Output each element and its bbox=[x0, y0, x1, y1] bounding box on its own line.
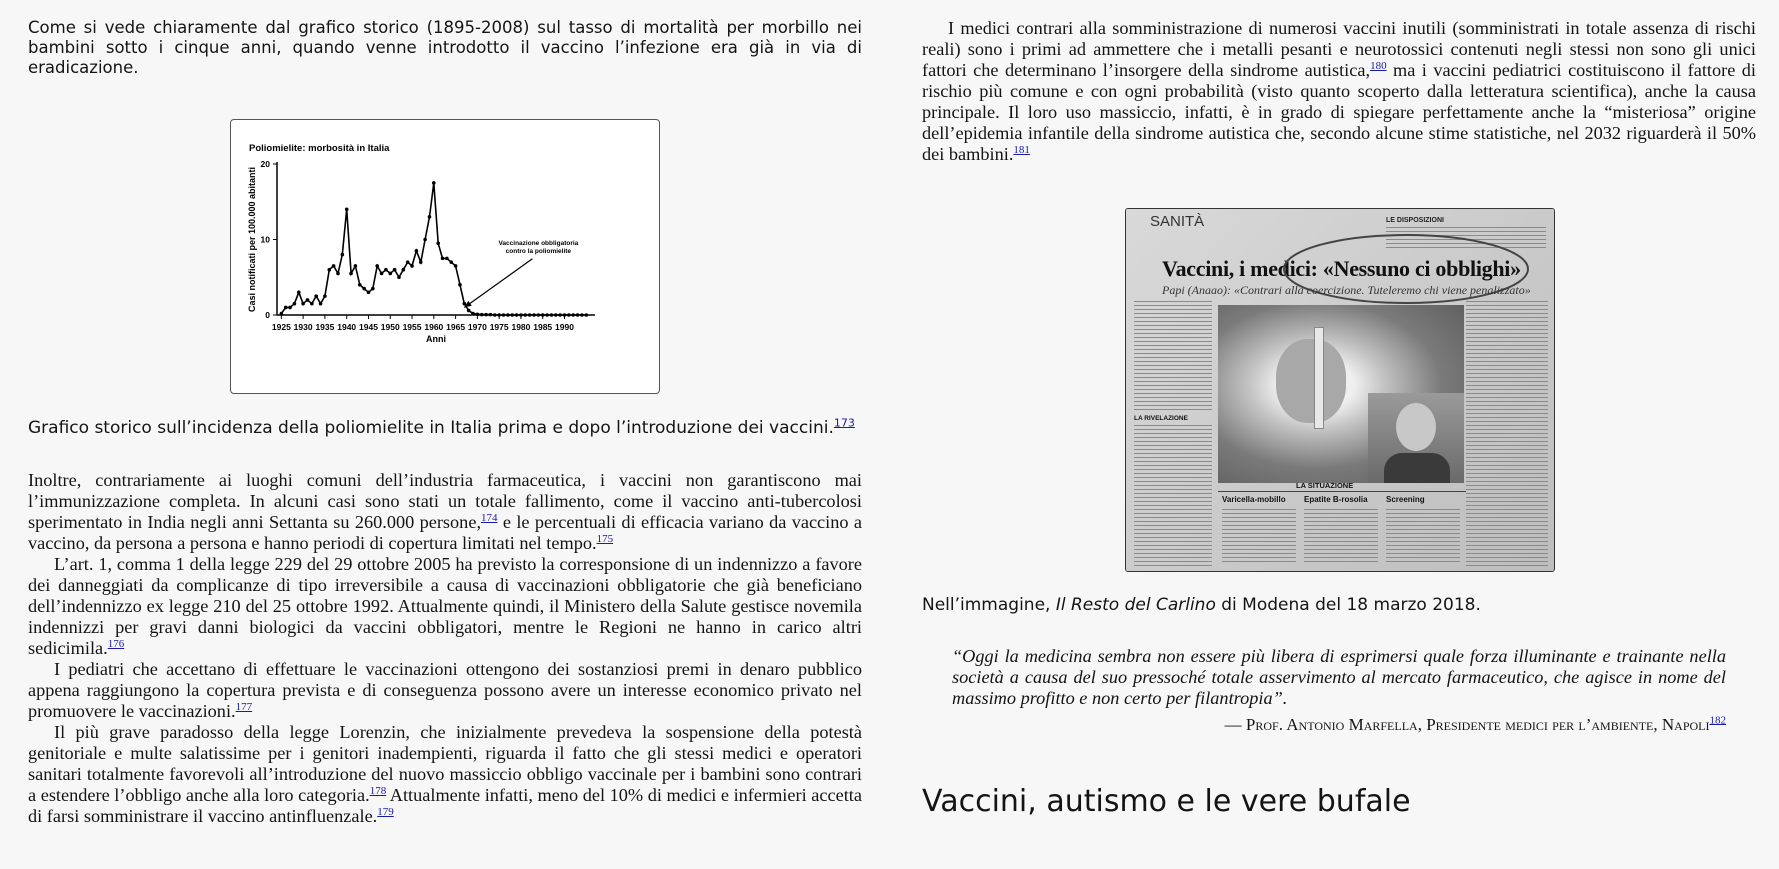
quote-attribution bbox=[952, 714, 1726, 735]
chart-data-point bbox=[480, 313, 484, 317]
chart-data-point bbox=[419, 260, 423, 264]
paragraph-text: Il più grave paradosso della legge Lorenzin, che inizialmente prevedeva la sospensione della potestà genitoriale e multe salatissime per i genitori inadempienti, riguarda il fatto che gli stessi medici e operatori sanitari totalmente favorevoli all’introduzione del nuovo massiccio obbligo vaccinale per i bambini sono contrari a estendere l’obbligo anche alla loro categoria. bbox=[28, 722, 862, 805]
chart-data-point bbox=[384, 268, 388, 272]
chart-x-axis-label: Anni bbox=[426, 334, 446, 344]
chart-data-point bbox=[584, 313, 588, 317]
chart-data-point bbox=[528, 313, 532, 317]
chart-data-point bbox=[297, 291, 301, 295]
chart-annotation-line-2: contro la poliomielite bbox=[505, 247, 572, 255]
chart-data-point bbox=[402, 268, 406, 272]
chart-data-point bbox=[336, 272, 340, 276]
chart-data-point bbox=[541, 313, 545, 317]
chart-x-tick-label: 1950 bbox=[380, 322, 400, 332]
chart-x-tick-label: 1945 bbox=[359, 322, 378, 332]
chart-data-point bbox=[375, 264, 379, 268]
chart-x-tick-label: 1980 bbox=[511, 322, 531, 332]
chart-y-tick-label: 10 bbox=[260, 234, 270, 245]
chart-x-tick-label: 1955 bbox=[402, 322, 422, 332]
newspaper-section: SANITÀ bbox=[1150, 213, 1205, 230]
paragraph-pediatri bbox=[28, 659, 862, 722]
chart-data-point bbox=[519, 313, 523, 317]
chart-data-point bbox=[362, 287, 366, 291]
quote-author-text: — Prof. Antonio Marfella, Presidente medici per l’ambiente, Napoli bbox=[1224, 715, 1710, 734]
caption-prefix: Nell’immagine, bbox=[922, 595, 1056, 615]
chart-data-point bbox=[432, 181, 436, 185]
chart-data-point bbox=[345, 208, 349, 212]
chart-data-point bbox=[388, 272, 392, 276]
chart-data-point bbox=[367, 291, 371, 295]
chart-data-point bbox=[550, 313, 554, 317]
chart-data-point bbox=[489, 313, 493, 317]
chart-data-point bbox=[410, 264, 414, 268]
chart-data-point bbox=[545, 313, 549, 317]
chart-data-point bbox=[323, 294, 327, 298]
newspaper-col-3: Screening bbox=[1386, 495, 1425, 504]
chart-data-point bbox=[319, 302, 323, 306]
chart-data-point bbox=[441, 257, 445, 261]
chart-data-point bbox=[332, 264, 336, 268]
paragraph-indennizzi bbox=[28, 554, 862, 659]
chart-data-point bbox=[406, 260, 410, 264]
chart-data-point bbox=[467, 309, 471, 313]
chart-y-ticks bbox=[261, 159, 277, 320]
footnote-link-179[interactable]: 179 bbox=[377, 805, 394, 818]
chart-data-point bbox=[506, 313, 510, 317]
polio-chart-caption bbox=[28, 418, 862, 438]
chart-data-point bbox=[510, 313, 514, 317]
footnote-link-180[interactable]: 180 bbox=[1370, 59, 1387, 72]
chart-x-ticks bbox=[272, 315, 574, 332]
chart-data-point bbox=[436, 241, 440, 245]
chart-data-point bbox=[571, 313, 575, 317]
chart-x-tick-label: 1935 bbox=[315, 322, 335, 332]
footnote-link-174[interactable]: 174 bbox=[481, 511, 498, 524]
chart-data-point bbox=[580, 313, 584, 317]
chart-data-point bbox=[484, 313, 488, 317]
chart-x-tick-label: 1940 bbox=[337, 322, 357, 332]
chart-data-point bbox=[428, 215, 432, 219]
chart-x-tick-label: 1960 bbox=[424, 322, 444, 332]
chart-y-axis-label: Casi notificati per 100.000 abitanti bbox=[247, 166, 257, 313]
newspaper-subhead: Papi (Anaao): «Contrari alla coercizione. Tuteleremo chi viene penalizzato» bbox=[1162, 283, 1531, 297]
chart-data-point bbox=[554, 313, 558, 317]
morbillo-paragraph: Come si vede chiaramente dal grafico storico (1895-2008) sul tasso di mortalità per morbillo nei bambini sotto i cinque anni, quando venne introdotto il vaccino l’infezione era già in via di eradicazione. bbox=[28, 18, 862, 77]
chart-x-tick-label: 1990 bbox=[555, 322, 574, 332]
chart-data-point bbox=[393, 268, 397, 272]
chart-x-tick-label: 1930 bbox=[293, 322, 313, 332]
chart-axes bbox=[277, 162, 595, 315]
chart-data-point bbox=[463, 302, 467, 306]
chart-data-point bbox=[497, 313, 501, 317]
chart-data-point bbox=[415, 249, 419, 253]
chart-x-tick-label: 1975 bbox=[489, 322, 509, 332]
chart-data-point bbox=[284, 306, 288, 310]
chart-data-point bbox=[349, 272, 353, 276]
paragraph-lorenzin bbox=[28, 722, 862, 827]
chart-x-tick-label: 1965 bbox=[446, 322, 466, 332]
footnote-link-181[interactable]: 181 bbox=[1013, 143, 1030, 156]
chart-data-point bbox=[327, 268, 331, 272]
paragraph-autismo bbox=[922, 18, 1756, 165]
paragraph-text: e le percentuali di efficacia variano da vaccino a vaccino, da persona a persona e hanno periodi di copertura limitati nel tempo. bbox=[28, 512, 862, 553]
newspaper-clipping-image bbox=[1125, 208, 1555, 572]
newspaper-box-title: LE DISPOSIZIONI bbox=[1386, 217, 1444, 224]
footnote-link-175[interactable]: 175 bbox=[596, 532, 614, 545]
chart-x-tick-label: 1970 bbox=[467, 322, 487, 332]
paragraph-text: ma i vaccini pediatrici costituiscono il fattore di rischio più comune e con ogni probabilità (visto quanto scoperto dalla letteratura scientifica), anche la causa principale. Il loro uso massiccio, infatti, è in grado di spiegare perfettamente anche la “misteriosa” origine dell’epidemia infantile della sindrome autistica che, secondo alcune stime statistiche, nel 2032 riguarderà il 50% dei bambini. bbox=[922, 60, 1757, 164]
chart-data-point bbox=[567, 313, 571, 317]
newspaper-caption bbox=[922, 595, 1756, 615]
chart-data-point bbox=[449, 260, 453, 264]
footnote-link-182[interactable]: 182 bbox=[1709, 714, 1726, 727]
paragraph-text: I pediatri che accettano di effettuare le vaccinazioni ottengono dei sostanziosi premi in denaro pubblico appena raggiungono la copertura prevista e di conseguenza possono avere un interesse economico privato nel promuovere le vaccinazioni. bbox=[28, 659, 862, 721]
chart-data-point bbox=[380, 272, 384, 276]
chart-data-point bbox=[458, 283, 462, 287]
left-body-text bbox=[28, 470, 862, 827]
caption-suffix: di Modena del 18 marzo 2018. bbox=[1215, 595, 1481, 615]
chart-data-point bbox=[532, 313, 536, 317]
chart-data-point bbox=[493, 313, 497, 317]
chart-data-point bbox=[310, 302, 314, 306]
newspaper-col-2: Epatite B-rosolia bbox=[1304, 495, 1368, 504]
paragraph-text: L’art. 1, comma 1 della legge 229 del 29 ottobre 2005 ha previsto la corresponsione di un indennizzo a favore dei danneggiati da complicanze di tipo irreversibile a causa di vaccinazioni obbligatorie che già beneficiano dell’indennizzo ex legge 210 del 25 ottobre 1992. Attualmente quindi, il Ministero della Salute gestisce novemila indennizzi per gravi danni biologici da vaccini obbligatori, mentre le Regioni ne hanno in carico altri sedicimila. bbox=[28, 554, 862, 658]
chart-data-point bbox=[471, 312, 475, 316]
chart-data-point bbox=[454, 264, 458, 268]
footnote-link-176[interactable]: 176 bbox=[107, 637, 125, 650]
chart-data-point bbox=[314, 294, 318, 298]
blockquote-marfella: “Oggi la medicina sembra non essere più libera di esprimersi quale forza illuminante e trainante nella società a causa del suo pressoché totale asservimento al mercato farmaceutico, che agisce in nome del massimo profitto e non certo per filantropia”. bbox=[952, 646, 1726, 708]
paragraph-vaccini-efficacia bbox=[28, 470, 862, 554]
chart-data-point bbox=[358, 283, 362, 287]
chart-data-point bbox=[288, 306, 292, 310]
chart-data-point bbox=[563, 313, 567, 317]
newspaper-rivelazione: LA RIVELAZIONE bbox=[1134, 415, 1188, 422]
chart-data-point bbox=[397, 275, 401, 279]
chart-data-point bbox=[524, 313, 528, 317]
newspaper-col-1: Varicella-mobillo bbox=[1222, 495, 1286, 504]
chart-data-point bbox=[301, 302, 305, 306]
chart-data-point bbox=[576, 313, 580, 317]
polio-chart-svg bbox=[231, 120, 659, 393]
paragraph-text: I medici contrari alla somministrazione di numerosi vaccini inutili (somministrati in totale assenza di rischi reali) sono i primi ad ammettere che i metalli pesanti e neurotossici contenuti negli stessi non sono gli unici fattori che determinano l’insorgere della sindrome autistica, bbox=[922, 18, 1756, 80]
chart-data-point bbox=[423, 238, 427, 242]
footnote-link-178[interactable]: 178 bbox=[369, 784, 387, 797]
chart-annotation-arrow bbox=[464, 259, 532, 308]
chart-data-point bbox=[371, 287, 375, 291]
chart-data-point bbox=[306, 298, 310, 302]
chart-data-point bbox=[558, 313, 562, 317]
section-heading: Vaccini, autismo e le vere bufale bbox=[922, 784, 1411, 819]
newspaper-headline: Vaccini, i medici: «Nessuno ci obblighi» bbox=[1162, 256, 1521, 281]
newspaper-situazione: LA SITUAZIONE bbox=[1296, 481, 1354, 490]
chart-data-point bbox=[280, 312, 284, 316]
caption-text: Grafico storico sull’incidenza della poliomielite in Italia prima e dopo l’introduzione dei vaccini. bbox=[28, 418, 834, 438]
chart-data-point bbox=[537, 313, 541, 317]
paragraph-text: Attualmente infatti, meno del 10% di medici e infermieri accetta di farsi somministrare il vaccino antinfluenzale. bbox=[28, 785, 862, 826]
chart-data-point bbox=[341, 253, 345, 257]
chart-annotation-line-1: Vaccinazione obbligatoria bbox=[498, 239, 579, 247]
chart-y-tick-label: 0 bbox=[265, 310, 270, 320]
chart-data-point bbox=[293, 302, 297, 306]
chart-data-point bbox=[445, 257, 449, 261]
polio-chart bbox=[230, 119, 660, 394]
chart-x-tick-label: 1925 bbox=[271, 322, 291, 332]
footnote-link-177[interactable]: 177 bbox=[235, 700, 253, 713]
chart-data-point bbox=[515, 313, 519, 317]
paragraph-text: Inoltre, contrariamente ai luoghi comuni dell’industria farmaceutica, i vaccini non garantiscono mai l’immunizzazione completa. In alcuni casi sono stati un totale fallimento, come il vaccino anti-tubercolosi sperimentato in India negli anni Settanta su 260.000 persone, bbox=[28, 470, 862, 532]
chart-x-tick-label: 1985 bbox=[533, 322, 553, 332]
chart-title: Poliomielite: morbosità in Italia bbox=[249, 143, 390, 154]
chart-data-point bbox=[476, 312, 480, 316]
footnote-link-173[interactable]: 173 bbox=[833, 416, 855, 430]
chart-y-tick-label: 20 bbox=[260, 159, 270, 169]
chart-data-point bbox=[354, 264, 358, 268]
caption-newspaper-name: Il Resto del Carlino bbox=[1055, 595, 1216, 615]
chart-data-point bbox=[502, 313, 506, 317]
